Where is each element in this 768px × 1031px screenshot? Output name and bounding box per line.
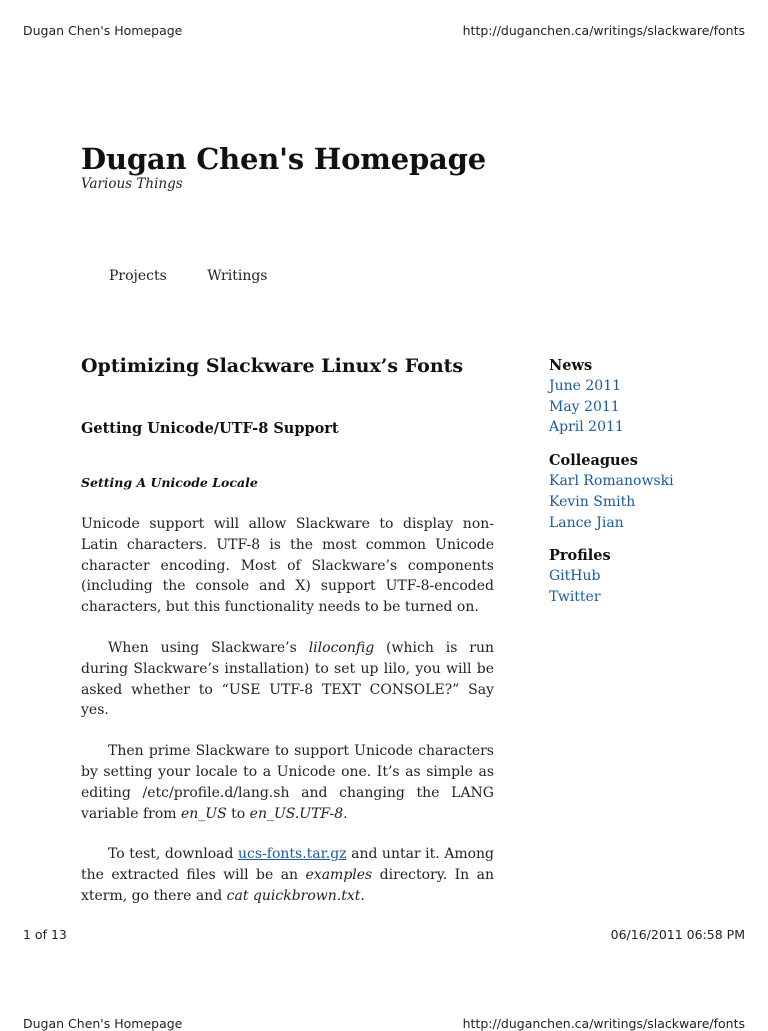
- colleague-link-kevin[interactable]: Kevin Smith: [549, 493, 636, 510]
- site-tagline: Various Things: [81, 176, 183, 192]
- nav-item-writings[interactable]: Writings: [207, 268, 268, 284]
- liloconfig-term: liloconfig: [308, 639, 375, 656]
- print-header: [23, 23, 745, 38]
- paragraph-test: To test, download ucs-fonts.tar.gz and untar it. Among the extracted files will be an examples directory. In an xterm, go there and cat quickbrown.txt.: [81, 846, 495, 904]
- colleague-link-lance[interactable]: Lance Jian: [549, 514, 624, 531]
- sidebar-section-colleagues: [549, 451, 749, 533]
- sidebar-heading-profiles: Profiles: [549, 547, 611, 565]
- print-datetime: 06/16/2011 06:58 PM: [610, 927, 745, 942]
- examples-term: examples: [305, 867, 373, 884]
- profile-link-twitter[interactable]: Twitter: [549, 588, 601, 605]
- print-footer: [23, 927, 745, 942]
- sidebar-section-news: [549, 356, 749, 438]
- news-link-june-2011[interactable]: June 2011: [549, 378, 622, 394]
- next-page-header-url: http://duganchen.ca/writings/slackware/fonts: [462, 1016, 745, 1031]
- print-header-url: http://duganchen.ca/writings/slackware/fonts: [462, 23, 745, 38]
- profile-link-github[interactable]: GitHub: [549, 568, 601, 585]
- ucs-fonts-download-link[interactable]: ucs-fonts.tar.gz: [238, 846, 347, 863]
- locale-en-us-utf8: en_US.UTF-8: [249, 805, 344, 822]
- article-title: Optimizing Slackware Linux’s Fonts: [81, 355, 464, 377]
- site-title[interactable]: Dugan Chen's Homepage: [81, 142, 486, 176]
- article: [81, 352, 494, 907]
- news-link-april-2011[interactable]: April 2011: [549, 419, 624, 436]
- section-heading: Getting Unicode/UTF-8 Support: [81, 420, 339, 437]
- locale-en-us: en_US: [180, 805, 227, 822]
- command-term: cat quickbrown.txt: [226, 887, 361, 904]
- news-link-may-2011[interactable]: May 2011: [549, 398, 620, 415]
- sidebar-section-profiles: [549, 546, 749, 607]
- sidebar: [549, 356, 749, 621]
- print-header-title: Dugan Chen's Homepage: [23, 23, 183, 38]
- page-counter: 1 of 13: [23, 927, 67, 942]
- sidebar-heading-news: News: [549, 357, 593, 374]
- next-page-header-title: Dugan Chen's Homepage: [23, 1016, 183, 1031]
- paragraph-locale: Then prime Slackware to support Unicode characters by setting your locale to a Unicode one. It’s as simple as editing /etc/profile.d/lang.sh and changing the LANG variable from en_US to en_US.UTF-8.: [81, 743, 494, 822]
- main-nav: [109, 268, 303, 284]
- colleague-link-karl[interactable]: Karl Romanowski: [549, 473, 674, 490]
- paragraph-unicode-support: Unicode support will allow Slackware to display non-Latin characters. UTF-8 is the most common Unicode character encoding. Most of Slackware’s components (including the console and X) support UTF-8-encoded characters, but this functionality needs to be turned on.: [81, 516, 494, 616]
- sidebar-heading-colleagues: Colleagues: [549, 452, 638, 470]
- nav-item-projects[interactable]: Projects: [109, 268, 167, 284]
- subsection-heading: Setting A Unicode Locale: [81, 475, 258, 490]
- paragraph-liloconfig: When using Slackware’s liloconfig (which is run during Slackware’s installation) to set up lilo, you will be asked whether to “USE UTF-8 TEXT CONSOLE?” Say yes.: [81, 639, 494, 719]
